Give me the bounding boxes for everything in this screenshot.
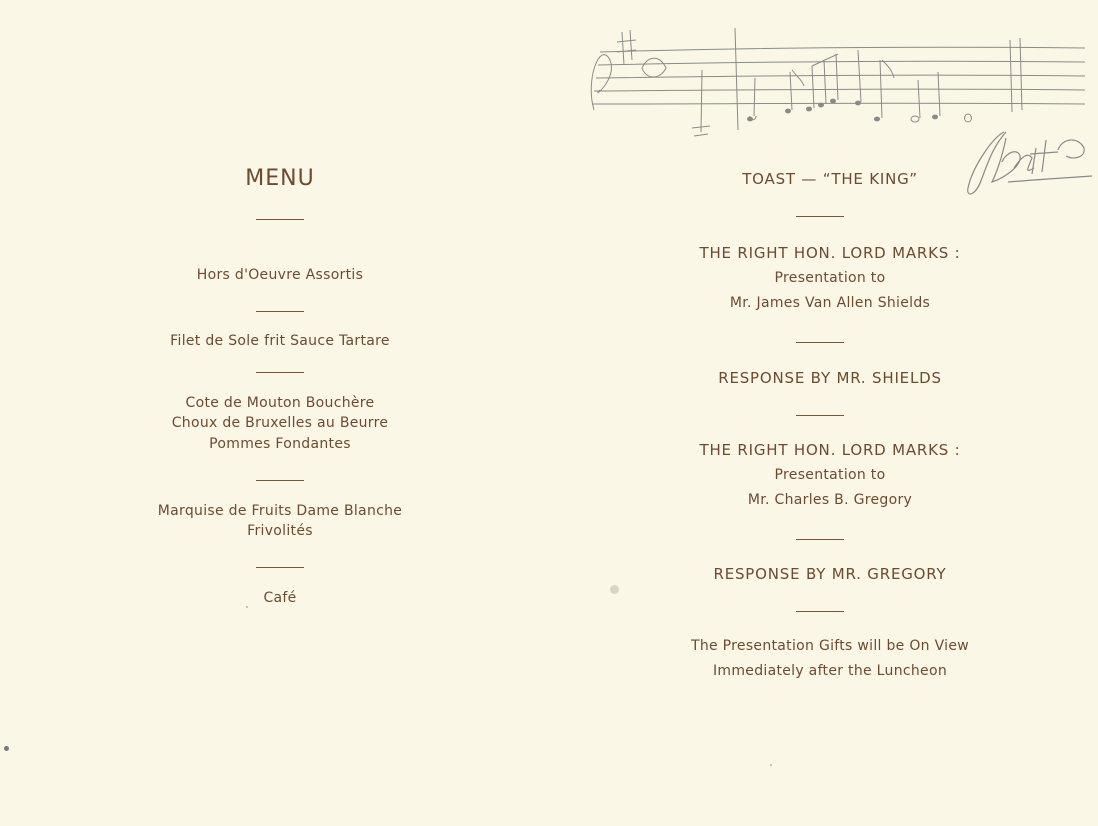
- handwritten-signature-icon: [962, 118, 1094, 202]
- course-main-3: Pommes Fondantes: [209, 436, 351, 452]
- course-starter: Hors d'Oeuvre Assortis: [196, 267, 364, 283]
- menu-column: [130, 0, 430, 826]
- speech-recipient: Mr. James Van Allen Shields: [729, 295, 931, 311]
- toast-heading: TOAST — “THE KING”: [742, 170, 918, 188]
- course-dessert-2: Frivolités: [247, 523, 313, 539]
- note-line-2: Immediately after the Luncheon: [712, 663, 948, 679]
- paper-speck: [610, 585, 619, 594]
- divider: [796, 342, 844, 343]
- divider: [796, 415, 844, 416]
- paper-speck: [246, 606, 248, 608]
- divider: [256, 480, 304, 481]
- paper-speck: [4, 746, 9, 751]
- response-heading: RESPONSE BY MR. GREGORY: [713, 565, 947, 583]
- divider: [256, 311, 304, 312]
- divider: [256, 219, 304, 220]
- speech-heading: THE RIGHT HON. LORD MARKS :: [699, 244, 961, 262]
- menu-title: MENU: [245, 166, 315, 191]
- paper-speck: [770, 764, 772, 766]
- course-fish: Filet de Sole frit Sauce Tartare: [170, 333, 390, 349]
- speech-recipient: Mr. Charles B. Gregory: [747, 492, 913, 508]
- course-dessert-1: Marquise de Fruits Dame Blanche: [157, 503, 403, 519]
- course-main-1: Cote de Mouton Bouchère: [185, 395, 375, 411]
- divider: [796, 539, 844, 540]
- divider: [796, 611, 844, 612]
- response-heading: RESPONSE BY MR. SHIELDS: [718, 369, 942, 387]
- speech-subline: Presentation to: [774, 467, 886, 483]
- divider: [796, 216, 844, 217]
- course-main-2: Choux de Bruxelles au Beurre: [171, 415, 389, 431]
- note-line-1: The Presentation Gifts will be On View: [690, 638, 969, 654]
- speech-heading: THE RIGHT HON. LORD MARKS :: [699, 441, 961, 459]
- divider: [256, 567, 304, 568]
- divider: [256, 372, 304, 373]
- course-coffee: Café: [263, 590, 297, 606]
- speech-subline: Presentation to: [774, 270, 886, 286]
